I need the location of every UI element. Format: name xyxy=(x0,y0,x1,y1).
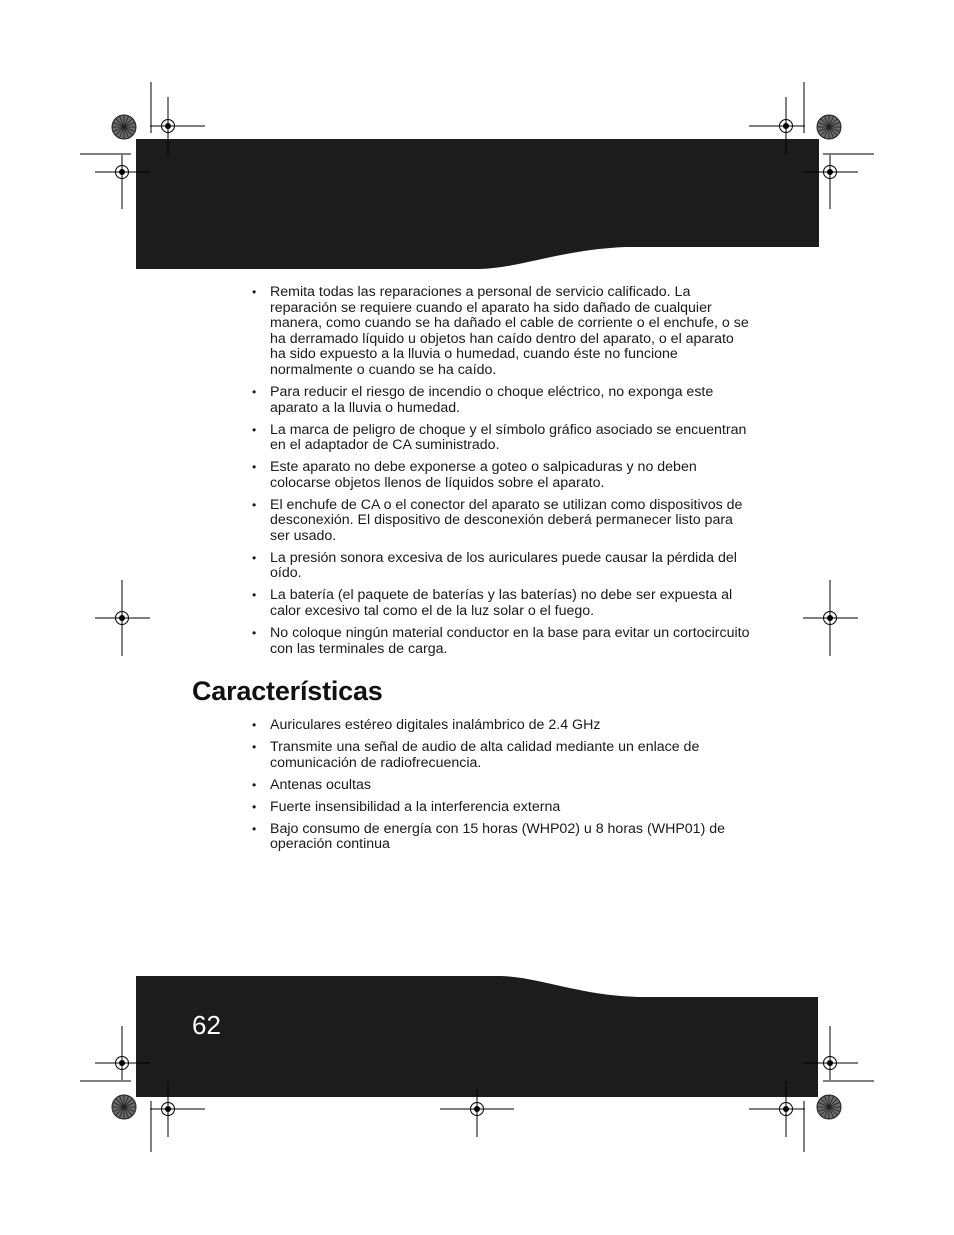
list-item-text: Remita todas las reparaciones a personal de servicio calificado. La reparación se requiere cuando el aparato ha sido dañado de cualquier manera, como cuando se ha dañado el cable de corriente o el enchufe, o se ha derramado líquido u objetos han caído dentro del aparato, o el aparato ha sido expuesto a la lluvia o humedad, cuando éste no funcione normalmente o cuando se ha caído. xyxy=(270,284,749,378)
list-item xyxy=(252,385,752,416)
bullet-icon: • xyxy=(252,777,257,792)
list-item xyxy=(252,460,752,491)
list-item xyxy=(252,822,752,853)
list-item-text: El enchufe de CA o el conector del aparato se utilizan como dispositivos de desconexión. El dispositivo de desconexión deberá permanecer listo para ser usado. xyxy=(270,496,743,544)
bullet-icon: • xyxy=(252,821,257,836)
section-heading: Características xyxy=(192,676,383,706)
list-item xyxy=(252,718,752,734)
safety-list xyxy=(252,285,752,664)
list-item xyxy=(252,626,752,657)
bullet-icon: • xyxy=(252,588,257,603)
page-number: 62 xyxy=(192,1010,221,1040)
bullet-icon: • xyxy=(252,799,257,814)
list-item xyxy=(252,778,752,794)
bullet-icon: • xyxy=(252,285,257,299)
list-item xyxy=(252,588,752,619)
list-item-text: La presión sonora excesiva de los auriculares puede causar la pérdida del oído. xyxy=(270,549,737,582)
list-item-text: Antenas ocultas xyxy=(270,776,371,793)
bullet-icon: • xyxy=(252,626,257,641)
bullet-icon: • xyxy=(252,739,257,754)
bullet-icon: • xyxy=(252,384,257,399)
bullet-icon: • xyxy=(252,422,257,437)
bullet-icon: • xyxy=(252,460,257,475)
list-item-text: Auriculares estéreo digitales inalámbrico de 2.4 GHz xyxy=(270,717,601,733)
bullet-icon: • xyxy=(252,497,257,512)
list-item-text: La batería (el paquete de baterías y las baterías) no debe ser expuesta al calor excesivo tal como el de la luz solar o el fuego. xyxy=(270,587,733,620)
features-list xyxy=(252,718,752,859)
list-item-text: Este aparato no debe exponerse a goteo o salpicaduras y no deben colocarse objetos llenos de líquidos sobre el aparato. xyxy=(270,459,697,491)
list-item xyxy=(252,800,752,816)
list-item-text: No coloque ningún material conductor en la base para evitar un cortocircuito con las terminales de carga. xyxy=(270,625,750,657)
list-item-text: Transmite una señal de audio de alta calidad mediante un enlace de comunicación de radiofrecuencia. xyxy=(270,738,700,771)
list-item xyxy=(252,498,752,545)
bullet-icon: • xyxy=(252,550,257,565)
list-item-text: Bajo consumo de energía con 15 horas (WHP02) u 8 horas (WHP01) de operación continua xyxy=(270,820,726,853)
list-item xyxy=(252,551,752,582)
list-item-text: La marca de peligro de choque y el símbolo gráfico asociado se encuentran en el adaptador de CA suministrado. xyxy=(270,421,747,454)
list-item-text: Fuerte insensibilidad a la interferencia externa xyxy=(270,798,561,815)
list-item-text: Para reducir el riesgo de incendio o choque eléctrico, no exponga este aparato a la lluvia o humedad. xyxy=(270,383,714,416)
list-item xyxy=(252,740,752,771)
list-item xyxy=(252,423,752,454)
bullet-icon: • xyxy=(252,718,257,732)
list-item xyxy=(252,285,752,379)
